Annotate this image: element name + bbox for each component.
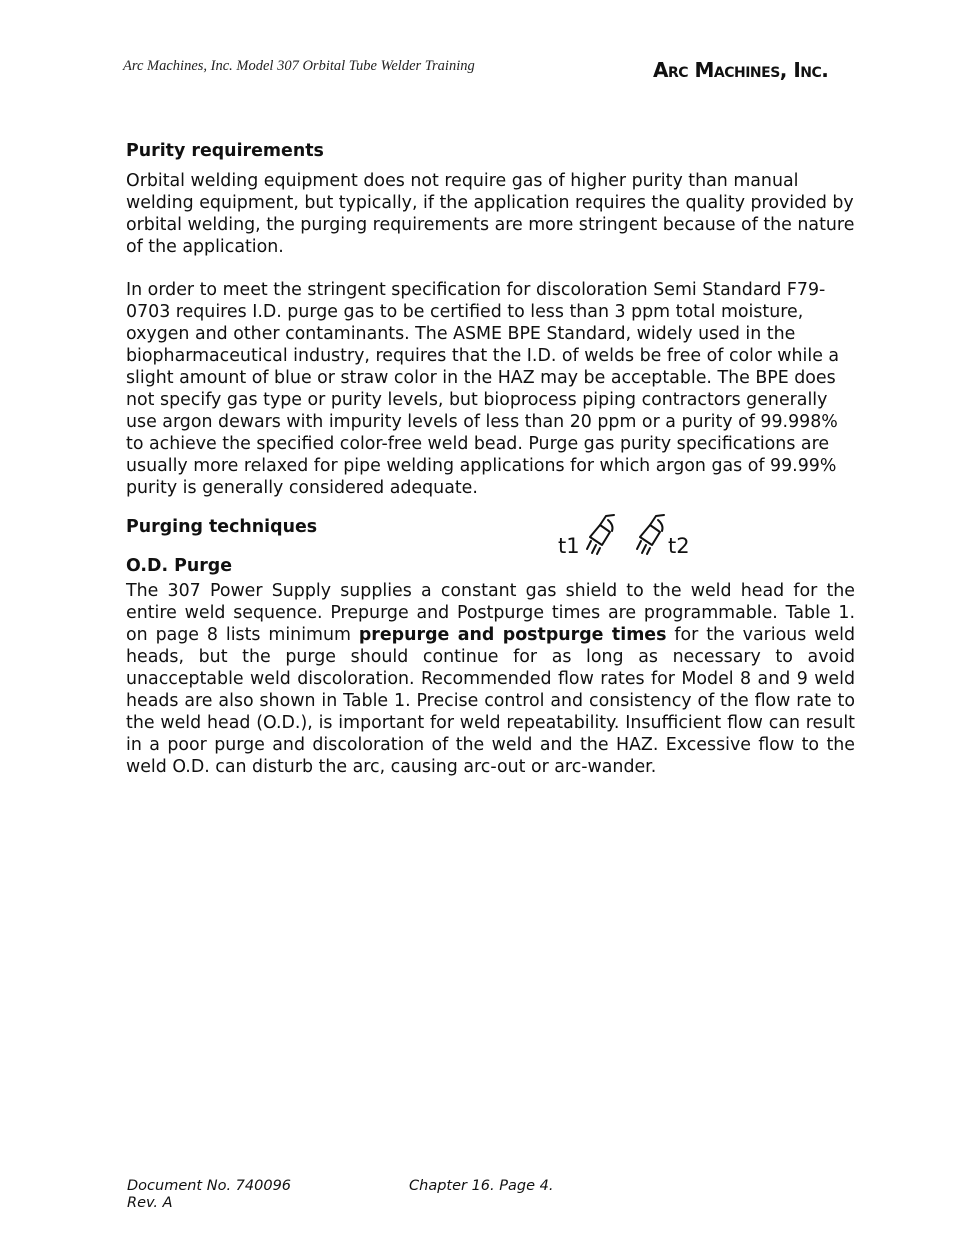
document-number: Document No. 740096 [127, 1178, 292, 1194]
t2-label: t2 [668, 534, 690, 558]
company-logo: Arc Machines, Inc. [653, 58, 829, 82]
footer-page-info: Chapter 16. Page 4. [409, 1178, 554, 1194]
od-purge-text-2: for the various weld heads, but the purge should continue for as long as necessary to avoid unacceptable weld discoloration. Recommended flow rates for Model 8 and 9 weld heads are also shown in Table 1. Precise control and consistency of the flow rate to the weld head (O.D.), is important for weld repeatability. Insufficient flow can result in a poor purge and discoloration of the weld and the HAZ. Excessive flow to the weld O.D. can disturb the arc, causing arc-out or arc-wander. [126, 625, 856, 777]
purge-times-emphasis: prepurge and postpurge times [358, 625, 667, 645]
purity-paragraph-2: In order to meet the stringent specification for discoloration Semi Standard F79-0703 requires I.D. purge gas to be certified to less than 3 ppm total moisture, oxygen and other contaminants. The ASME BPE Standard, widely used in the biopharmaceutical industry, requires that the I.D. of welds be free of color while a slight amount of blue or straw color in the HAZ may be acceptable. The BPE does not specify gas type or purity levels, but bioprocess piping contractors generally use argon dewars with impurity levels of less than 20 ppm or a purity of 99.998% to achieve the specified color-free weld bead. Purge gas purity specifications are usually more relaxed for pipe welding applications for which argon gas of 99.99% purity is generally considered adequate. [126, 280, 840, 498]
t1-label: t1 [558, 534, 580, 558]
purging-techniques-row [126, 516, 855, 558]
gas-nozzle-icon-left [587, 515, 614, 554]
revision: Rev. A [127, 1195, 173, 1211]
od-purge-text-1: The 307 Power Supply supplies a constant gas shield to the weld head for the entire weld sequence. Prepurge and Postpurge times are programmable. Table 1. on page 8 lists minimum [126, 581, 855, 645]
page-content [126, 140, 855, 778]
od-purge-heading: O.D. Purge [126, 556, 233, 576]
header-title: Arc Machines, Inc. Model 307 Orbital Tube Welder Training [123, 58, 475, 74]
od-purge-paragraph [126, 580, 855, 778]
purity-paragraph-1: Orbital welding equipment does not require gas of higher purity than manual welding equipment, but typically, if the application requires the quality provided by orbital welding, the purging requirements are more stringent because of the nature of the application. [126, 171, 855, 257]
gas-nozzle-icon-right [637, 515, 664, 554]
purity-requirements-heading: Purity requirements [126, 141, 324, 161]
prepurge-postpurge-icon [556, 513, 698, 561]
purging-techniques-heading: Purging techniques [126, 517, 318, 537]
footer-document-info [127, 1178, 291, 1212]
